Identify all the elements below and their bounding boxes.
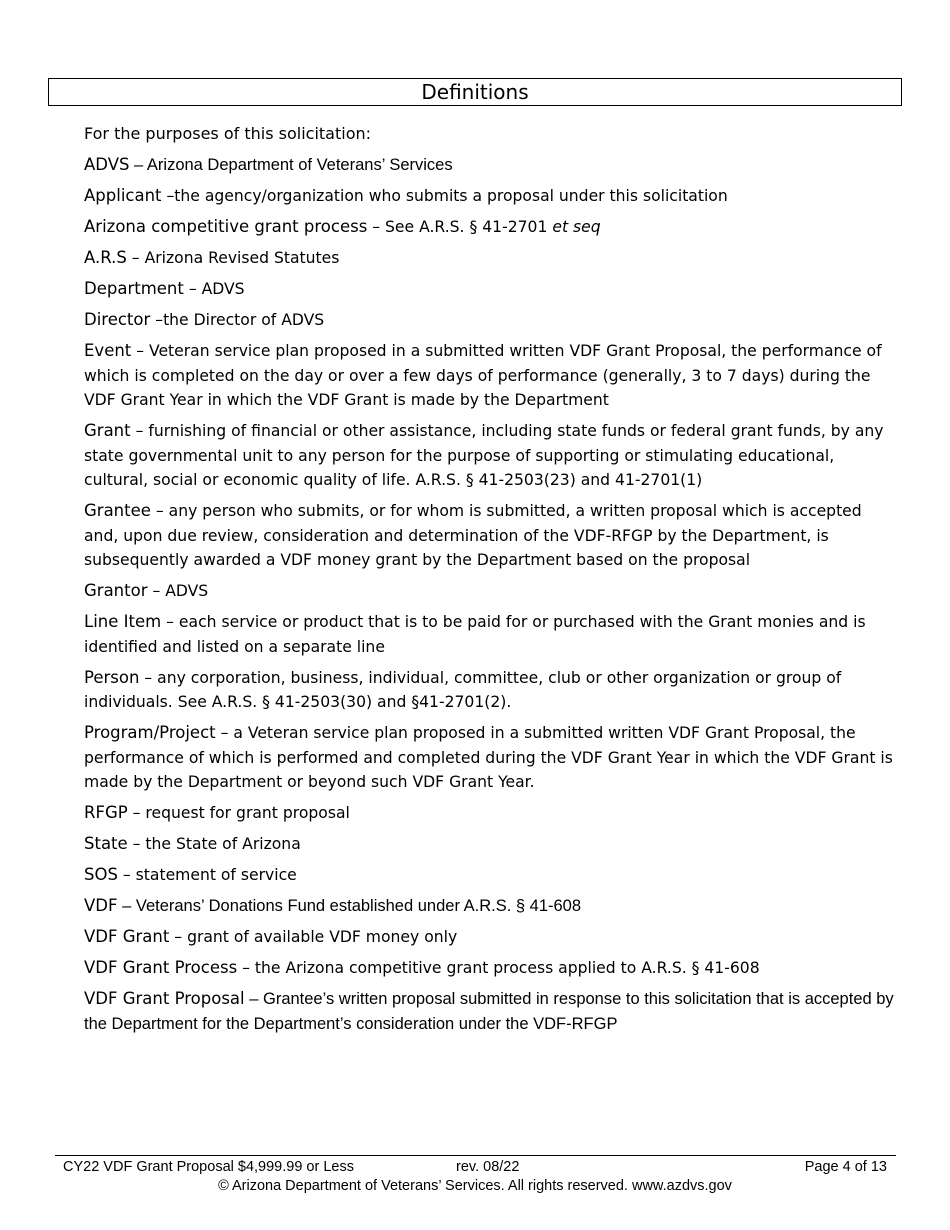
definition-term: Grant [84, 421, 131, 440]
definition-term: Event [84, 341, 132, 360]
definition-term: Program/Project [84, 723, 216, 742]
definition-separator: – [169, 928, 188, 946]
definition-text: the Arizona competitive grant process applied to A.R.S. § 41-608 [254, 959, 760, 977]
definition-text: any corporation, business, individual, committee, club or other organization or group of individuals. See A.R.S. § 41-2503(30) and §41-2701(2). [84, 668, 842, 711]
definition-term: VDF Grant Process [84, 958, 238, 977]
definition-separator: – [131, 342, 149, 360]
definition-text: ADVS [201, 280, 245, 298]
definition-term: Applicant [84, 186, 162, 205]
definition-separator: – [150, 502, 169, 520]
definition-sos [84, 863, 896, 888]
definition-vdf-grant [84, 925, 896, 950]
definition-separator: – [367, 218, 386, 236]
definition-text: Veterans’ Donations Fund established under A.R.S. § 41-608 [135, 897, 582, 915]
definition-separator: – [117, 866, 136, 884]
definition-text: ADVS [165, 582, 209, 600]
definition-text: furnishing of financial or other assistance, including state funds or federal grant funds, by any state governmental unit to any person for the purpose of supporting or stimulating educational, cultural, social or economic quality of life. A.R.S. § 41-2503(23) and 41-2701(1) [84, 422, 884, 489]
definition-department [84, 277, 896, 302]
definition-program-project [84, 721, 896, 795]
definition-separator: – [161, 187, 175, 205]
footer-page-number: Page 4 of 13 [804, 1159, 887, 1175]
definition-term: Department [84, 279, 184, 298]
definition-applicant [84, 184, 896, 209]
definition-term: Grantee [84, 501, 151, 520]
definition-grantor [84, 579, 896, 604]
definition-separator: – [244, 990, 263, 1008]
definition-vdf-grant-process [84, 956, 896, 981]
definition-text: the agency/organization who submits a proposal under this solicitation [174, 187, 728, 205]
definition-term: Person [84, 667, 140, 687]
definition-text: See A.R.S. § 41-2701 [385, 218, 553, 236]
footer-revision: rev. 08/22 [456, 1159, 520, 1175]
definition-competitive-grant-process [84, 215, 896, 240]
definition-text: a Veteran service plan proposed in a submitted written VDF Grant Proposal, the performance of which is performed and completed during the VDF Grant Year in which the VDF Grant is made by the Department or beyond such VDF Grant Year. [84, 724, 893, 791]
definition-person [84, 666, 896, 715]
definition-text: Grantee’s written proposal submitted in response to this solicitation that is accepted by the Department for the Department’s consideration under the VDF-RFGP [84, 990, 894, 1033]
definition-separator: – [127, 804, 146, 822]
definition-term: Line Item [84, 612, 162, 631]
definition-separator: – [126, 249, 145, 267]
footer-info-row [63, 1157, 887, 1177]
definition-separator: – [183, 280, 202, 298]
definition-separator: – [150, 311, 164, 329]
definition-state [84, 832, 896, 857]
definition-text: request for grant proposal [145, 804, 350, 822]
intro-text: For the purposes of this solicitation: [84, 124, 372, 143]
definition-vdf [84, 894, 896, 919]
definition-grantee [84, 499, 896, 573]
definition-separator: – [161, 613, 179, 631]
definition-term: A.R.S [84, 248, 127, 267]
definition-ars [84, 246, 896, 271]
definition-text: the Director of ADVS [163, 311, 325, 329]
section-title: Definitions [48, 78, 902, 106]
definition-term: VDF [84, 896, 118, 915]
definition-text: each service or product that is to be paid for or purchased with the Grant monies and is identified and listed on a separate line [84, 613, 866, 656]
definition-separator: – [130, 422, 149, 440]
footer-copyright: © Arizona Department of Veterans’ Services. All rights reserved. www.azdvs.gov [218, 1178, 732, 1194]
definition-text: Arizona Department of Veterans’ Services [146, 156, 453, 174]
definition-text: the State of Arizona [145, 835, 301, 853]
definition-term: Grantor [84, 581, 148, 600]
footer-doc-title: CY22 VDF Grant Proposal $4,999.99 or Less [63, 1159, 354, 1175]
definition-term: SOS [84, 865, 118, 884]
definition-text: grant of available VDF money only [187, 928, 458, 946]
definition-separator: – [147, 582, 166, 600]
definitions-list [84, 122, 896, 1043]
definition-term: RFGP [84, 803, 128, 822]
definition-text: any person who submits, or for whom is submitted, a written proposal which is accepted and, upon due review, consideration and determination of the VDF-RFGP by the Department, is subsequently awarded a VDF money grant by the Department based on the proposal [84, 502, 862, 569]
definition-director [84, 308, 896, 333]
definition-term: VDF Grant Proposal [84, 989, 245, 1008]
definition-separator: – [139, 668, 158, 687]
definition-separator: – [127, 835, 146, 853]
definition-separator: – [237, 959, 255, 977]
definition-text: statement of service [135, 866, 297, 884]
definition-term: State [84, 834, 128, 853]
definition-text: Arizona Revised Statutes [144, 249, 340, 267]
definition-rfgp [84, 801, 896, 826]
definition-separator: – [215, 724, 234, 742]
definition-vdf-grant-proposal [84, 987, 896, 1036]
footer-divider [55, 1155, 896, 1156]
definition-grant [84, 419, 896, 493]
definition-term: Director [84, 310, 151, 329]
definition-term: ADVS [84, 155, 130, 174]
definition-term: Arizona competitive grant process [84, 217, 368, 236]
definition-advs [84, 153, 896, 178]
definition-event [84, 339, 896, 413]
definition-line-item [84, 610, 896, 659]
definition-term: VDF Grant [84, 927, 170, 946]
definition-separator: – [129, 156, 147, 174]
definition-separator: – [117, 897, 136, 915]
definition-text: Veteran service plan proposed in a submitted written VDF Grant Proposal, the performance of which is completed on the day or over a few days of performance (generally, 3 to 7 days) during the VDF Grant Year in which the VDF Grant is made by the Department [84, 342, 882, 409]
definition-text-italic: et seq [552, 218, 601, 236]
